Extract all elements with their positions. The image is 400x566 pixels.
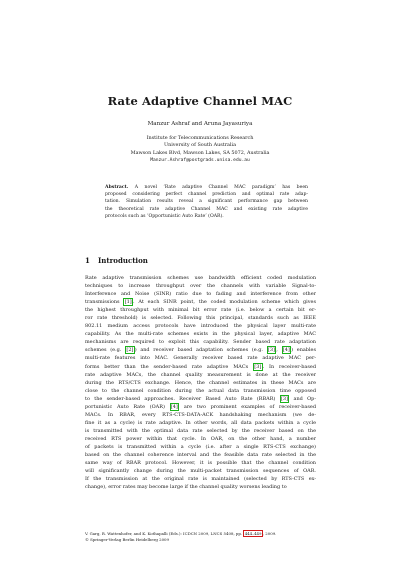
footer-citation-suffix: , 2009. [262, 531, 277, 536]
citation-link[interactable]: [2] [126, 347, 134, 354]
citation-link[interactable]: [3] [254, 363, 262, 370]
citation-link[interactable]: [3] [267, 347, 275, 354]
body-line: will significantly change during the multi-packet transmission sequences of OAR. [85, 468, 316, 475]
body-text [85, 274, 316, 491]
body-line: received RTS power within that cycle. In OAR, on the other hand, a number [85, 435, 316, 442]
body-line: of packets is transmitted within a cycle (i.e. after a single RTS-CTS exchange) [85, 443, 316, 450]
body-line: is transmitted with the optimal data rate selected by the receiver based on the [85, 427, 316, 434]
body-line: forms better than the sender-based rate adaptive MACs [3]. In receiver-based [85, 363, 316, 370]
abstract-line: the theoretical rate adaptive Channel MAC and existing rate adaptive [105, 206, 308, 212]
abstract-line: proposed considering perfect channel prediction and optimal rate adap- [105, 192, 308, 198]
footer-copyright: © Springer-Verlag Berlin Heidelberg 2009 [85, 537, 169, 542]
body-line: multi-rate features into MAC. Generally receiver based rate adaptive MAC per- [85, 355, 316, 362]
body-line: If the transmission at the original rate is maintained (selected by RTS-CTS ex- [85, 476, 316, 483]
affiliation-block [0, 135, 400, 165]
abstract-line: tation. Simulation results reveal a significant performance gap between [105, 199, 308, 205]
body-line: portunistic Auto Rate (OAR) [4] are two prominent examples of receiver-based [85, 403, 316, 410]
body-line: MACs. In RBAR, every RTS-CTS-DATA-ACK handshaking mechanism (we de- [85, 411, 316, 418]
section-heading [85, 256, 148, 265]
body-line: change), error rates may become large if the channel quality worsens leading to [85, 484, 287, 491]
affiliation-line: Mawson Lakes Blvd, Mawson Lakes, SA 5072, Australia [130, 149, 270, 156]
paper-title: Rate Adaptive Channel MAC [107, 94, 293, 108]
abstract-label: Abstract. [105, 185, 129, 190]
body-line: schemes (e.g. [2]) and receiver based adaptation schemes (e.g. [3], [4]) enables [85, 347, 316, 354]
body-line: mechanisms are required to exploit this capability. Sender based rate adaptation [85, 339, 316, 346]
abstract [105, 184, 308, 220]
body-line: Rate adaptive transmission schemes use bandwidth efficient coded modulation [85, 275, 316, 281]
body-line: transmissions [1]. At each SINR point, the coded modulation scheme which gives [85, 299, 316, 306]
body-line: during the RTS/CTS exchange. Hence, the channel estimates in these MACs are [85, 379, 316, 386]
body-line: ror rate threshold) is selected. Following this principal, standards such as IEEE [85, 315, 316, 322]
citation-link[interactable]: [1] [124, 299, 132, 306]
paper-authors: Manzur Ashraf and Aruna Jayasuriya [147, 121, 253, 127]
body-line: the highest throughput with minimal bit error rate (i.e. below a certain bit er- [85, 307, 316, 314]
citation-link[interactable]: [3] [280, 395, 288, 402]
body-line: based on the channel coherence interval and the feasible data rate selected in the [85, 452, 316, 459]
affiliation-line: Institute for Telecommunications Research [146, 135, 254, 141]
abstract-line [105, 184, 308, 191]
body-line: fine it as a cycle) is rate adaptive. In other words, all data packets within a cycle [85, 419, 316, 426]
body-line: same way of RBAR protocol. However, it is possible that the channel condition [85, 460, 316, 467]
footer-page-range-link[interactable]: 444–449 [244, 531, 262, 536]
citation-link[interactable]: [4] [170, 403, 178, 410]
abstract-text: A novel ‘Rate adaptive Channel MAC paradigm’ has been [134, 185, 308, 190]
page-footer [85, 531, 316, 543]
affiliation-line: University of South Australia [163, 142, 237, 149]
section-number: 1 [85, 256, 90, 265]
body-line: techniques to increase throughput over the channels with variable Signal-to- [85, 283, 316, 290]
abstract-line: protocols such as ‘Opportunistic Auto Rate’ (OAR). [105, 213, 224, 219]
body-line: Interference and Noise (SINR) ratio due to fading and interference from other [85, 291, 316, 298]
body-line: to the sender-based approaches. Receiver Based Auto Rate (RBAR) [3] and Op- [85, 395, 316, 402]
body-line: close to the channel condition during the actual data transmission time opposed [85, 387, 316, 394]
citation-link[interactable]: [4] [282, 347, 290, 354]
author-email: Manzur.Ashraf@postgrads.unisa.edu.au [150, 158, 250, 164]
body-line: 802.11 medium access protocols have introduced the physical layer multi-rate [85, 323, 316, 330]
footer-citation-prefix: V. Garg, R. Wattenhofer, and K. Kothapalli (Eds.): ICDCN 2009, LNCS 5408, pp. [85, 531, 243, 536]
body-line: capability. As the multi-rate schemes exists in the physical layer, adaptive MAC [85, 331, 316, 338]
section-title: Introduction [98, 256, 148, 265]
body-line: rate adaptive MACs, the channel quality measurement is done at the receiver [85, 371, 316, 378]
